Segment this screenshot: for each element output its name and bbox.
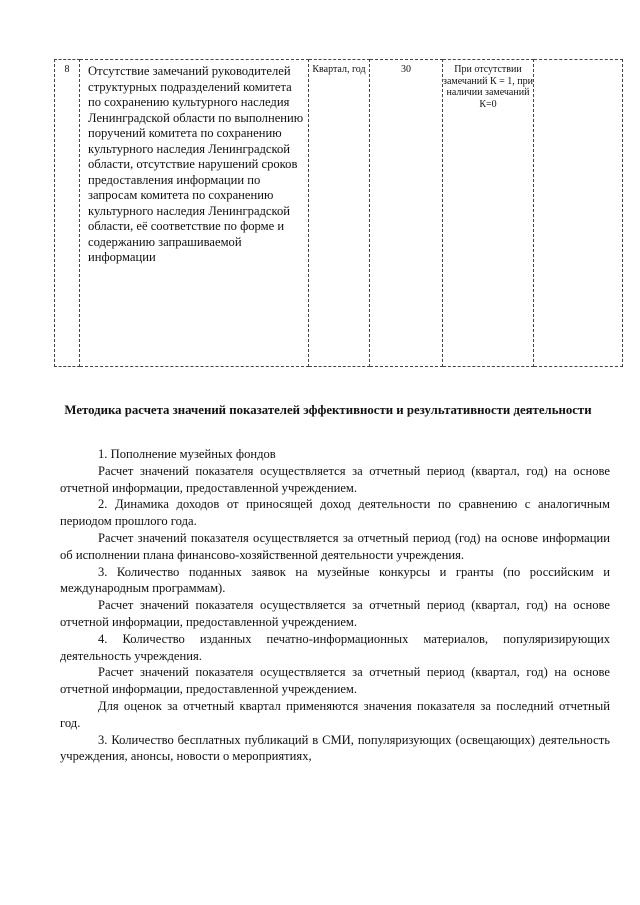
indicator-table	[54, 59, 623, 367]
list-item-heading: 3. Количество бесплатных публикаций в СМИ, популяризующих (освещающих) деятельность учреждения, анонсы, новости о мероприятиях,	[60, 732, 610, 764]
paragraph: Для оценок за отчетный квартал применяются значения показателя за последний отчетный год.	[60, 698, 610, 730]
empty-cell	[534, 60, 623, 367]
paragraph: Расчет значений показателя осуществляется за отчетный период (год) на основе информации об исполнении плана финансово-хозяйственной деятельности учреждения.	[60, 530, 610, 562]
list-item-heading: 3. Количество поданных заявок на музейные конкурсы и гранты (по российским и международным программам).	[60, 564, 610, 596]
calculation-condition: При отсутствии замечаний К = 1, при наличии замечаний К=0	[443, 60, 534, 367]
list-item-heading: 2. Динамика доходов от приносящей доход деятельности по сравнению с аналогичным периодом прошлого года.	[60, 497, 610, 529]
table-row	[55, 60, 623, 367]
methodology-text	[60, 446, 610, 765]
list-item-heading: 1. Пополнение музейных фондов	[98, 447, 276, 461]
paragraph: Расчет значений показателя осуществляется за отчетный период (квартал, год) на основе отчетной информации, предоставленной учреждением.	[60, 665, 610, 697]
list-item-heading: 4. Количество изданных печатно-информационных материалов, популяризирующих деятельность учреждения.	[60, 631, 610, 663]
paragraph: Расчет значений показателя осуществляется за отчетный период (квартал, год) на основе отчетной информации, предоставленной учреждением.	[60, 598, 610, 629]
indicator-description: Отсутствие замечаний руководителей структурных подразделений комитета по сохранению культурного наследия Ленинградской области по выполнению поручений комитета по сохранению культурного наследия Ленинградской области, отсутствие нарушений сроков предоставления информации по запросам комитета по сохранению культурного наследия Ленинградской области, её соответствие по форме и содержанию запрашиваемой информации	[80, 60, 309, 367]
paragraph: Расчет значений показателя осуществляется за отчетный период (квартал, год) на основе отчетной информации, предоставленной учреждением.	[60, 463, 610, 495]
indicator-value: 30	[370, 60, 443, 367]
row-number: 8	[55, 60, 80, 367]
section-heading: Методика расчета значений показателей эффективности и результативности деятельности	[64, 403, 592, 417]
reporting-period: Квартал, год	[309, 60, 370, 367]
